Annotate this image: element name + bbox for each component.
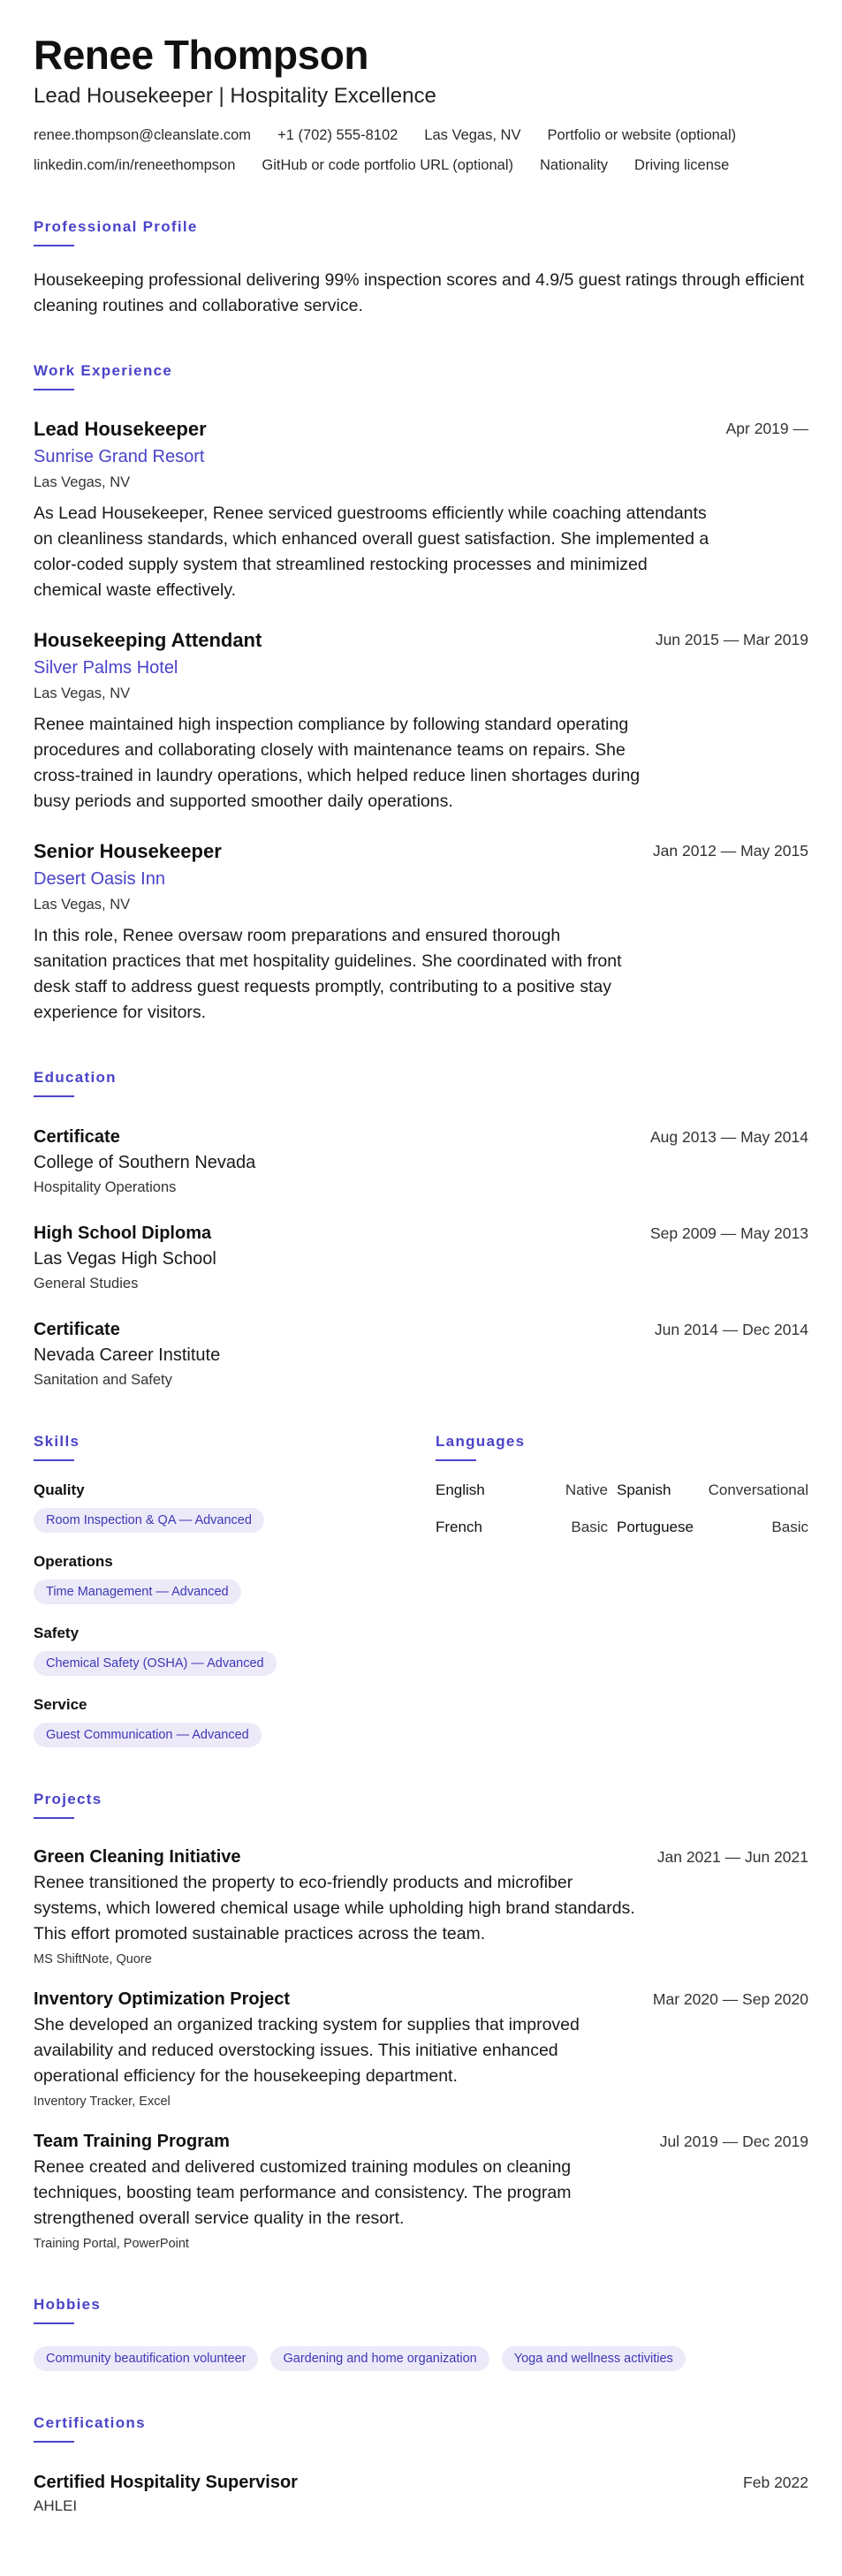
job-title: Senior Housekeeper [34,840,222,862]
education-school: Las Vegas High School [34,1249,216,1269]
project-description: She developed an organized tracking system for supplies that improved availability and reduced overstocking issues. This initiative enhanced operational efficiency for the housekeeping department. [34,2015,580,2086]
language-name: French [436,1519,482,1535]
contact-row-2 [34,155,808,175]
job-entry [34,628,808,814]
hobby-tag: Gardening and home organization [270,2346,489,2371]
education-field: General Studies [34,1276,139,1292]
education-dates: Jun 2014 — Dec 2014 [654,1321,808,1338]
hobby-tag: Yoga and wellness activities [502,2346,686,2371]
contact-driving-license: Driving license [634,157,730,173]
section-divider [34,2441,74,2443]
section-divider [34,1459,74,1461]
project-dates: Mar 2020 — Sep 2020 [652,1990,808,2008]
education-dates: Sep 2009 — May 2013 [649,1224,808,1242]
education-field: Hospitality Operations [34,1179,177,1195]
certification-name: Certified Hospitality Supervisor [34,2473,298,2492]
skill-category: Safety [34,1625,80,1641]
skill-category: Operations [34,1553,113,1570]
contact-email[interactable]: renee.thompson@cleanslate.com [34,127,252,143]
contact-row-1 [34,125,808,145]
skill-group [34,1481,436,1533]
project-description: Renee created and delivered customized training modules on cleaning techniques, boosting team performance and consistency. The program strengthened overall service quality in the resort. [34,2157,572,2228]
section-divider [34,2322,74,2324]
job-dates: Apr 2019 — [725,420,808,437]
section-title-education: Education [34,1069,117,1086]
skills-section [34,1432,436,1747]
skills-languages-row [34,1432,808,1747]
language-level: Basic [771,1519,808,1535]
education-dates: Aug 2013 — May 2014 [649,1128,808,1146]
job-description: As Lead Housekeeper, Renee serviced guestrooms efficiently while coaching attendants on cleanliness standards, which enhanced overall guest satisfaction. She implemented a color-coded supply system that streamlined restocking processes and minimized chemical waste effectively. [34,504,709,600]
hobby-list [34,2346,808,2371]
project-title: Green Cleaning Initiative [34,1847,241,1867]
project-dates: Jan 2021 — Jun 2021 [656,1848,808,1866]
project-title: Inventory Optimization Project [34,1989,291,2009]
job-description: In this role, Renee oversaw room preparations and ensured thorough sanitation practices that met hospitality guidelines. She coordinated with front desk staff to address guest requests promptly, contributing to a positive stay experience for visitors. [34,926,622,1022]
project-entry [34,1988,808,2110]
job-entry [34,417,808,603]
skill-group [34,1695,436,1747]
education-entry [34,1318,808,1390]
project-tools: Training Portal, PowerPoint [34,2237,189,2251]
section-divider [34,245,74,246]
skill-tag: Room Inspection & QA — Advanced [34,1508,264,1533]
skill-group [34,1624,436,1676]
projects-section [34,1790,808,2253]
education-degree: Certificate [34,1127,120,1147]
job-location: Las Vegas, NV [34,686,131,701]
language-name: Spanish [617,1481,671,1498]
language-item [436,1481,617,1500]
certification-issuer: AHLEI [34,2497,78,2514]
job-title: Lead Housekeeper [34,418,207,440]
contact-github[interactable]: GitHub or code portfolio URL (optional) [262,157,513,173]
project-entry [34,2130,808,2253]
project-title: Team Training Program [34,2132,230,2151]
job-company: Desert Oasis Inn [34,869,165,889]
section-title-profile: Professional Profile [34,218,198,235]
education-degree: Certificate [34,1320,120,1339]
education-section [34,1068,808,1390]
experience-section [34,361,808,1026]
candidate-headline: Lead Housekeeper | Hospitality Excellence [34,84,436,108]
resume-header [34,32,808,175]
hobbies-section [34,2295,808,2371]
education-degree: High School Diploma [34,1224,212,1243]
section-title-experience: Work Experience [34,362,173,379]
project-dates: Jul 2019 — Dec 2019 [659,2133,808,2150]
section-title-languages: Languages [436,1433,526,1450]
language-name: Portuguese [617,1519,694,1535]
skill-group [34,1552,436,1604]
job-dates: Jun 2015 — Mar 2019 [655,631,808,648]
contact-portfolio[interactable]: Portfolio or website (optional) [547,127,737,143]
section-title-skills: Skills [34,1433,80,1450]
language-item [617,1518,808,1537]
education-school: Nevada Career Institute [34,1345,221,1365]
language-list [436,1481,808,1537]
skill-tag: Guest Communication — Advanced [34,1723,262,1747]
job-location: Las Vegas, NV [34,897,131,913]
language-name: English [436,1481,485,1498]
education-entry [34,1222,808,1293]
language-level: Conversational [708,1481,808,1498]
hobby-tag: Community beautification volunteer [34,2346,258,2371]
section-divider [34,1095,74,1097]
certifications-section [34,2413,808,2516]
language-level: Native [565,1481,608,1498]
skill-tag: Time Management — Advanced [34,1580,241,1604]
job-company: Silver Palms Hotel [34,658,178,678]
section-title-certifications: Certifications [34,2414,146,2431]
project-description: Renee transitioned the property to eco-friendly products and microfiber systems, which lowered chemical usage while upholding high brand standards. This effort promoted sustainable practices across the team. [34,1873,635,1943]
profile-summary: Housekeeping professional delivering 99% inspection scores and 4.9/5 guest ratings through efficient cleaning routines and collaborative service. [34,270,805,315]
contact-phone[interactable]: +1 (702) 555-8102 [277,127,398,143]
skill-category: Quality [34,1481,85,1498]
contact-linkedin[interactable]: linkedin.com/in/reneethompson [34,157,236,173]
language-item [436,1518,617,1537]
job-description: Renee maintained high inspection compliance by following standard operating procedures and collaborating closely with maintenance teams on repairs. She cross-trained in laundry operations, which helped reduce linen shortages during busy periods and supported smoother daily operations. [34,715,641,811]
certification-date: Feb 2022 [743,2474,808,2491]
education-field: Sanitation and Safety [34,1372,172,1388]
section-divider [34,389,74,390]
education-entry [34,1125,808,1197]
skill-category: Service [34,1696,87,1713]
profile-section [34,217,808,319]
job-company: Sunrise Grand Resort [34,447,205,466]
job-entry [34,839,808,1026]
language-item [617,1481,808,1500]
section-title-projects: Projects [34,1791,102,1807]
section-divider [436,1459,476,1461]
education-school: College of Southern Nevada [34,1153,256,1172]
contact-location: Las Vegas, NV [424,127,521,143]
language-level: Basic [571,1519,608,1535]
job-dates: Jan 2012 — May 2015 [652,842,808,860]
languages-section [436,1432,808,1747]
section-title-hobbies: Hobbies [34,2296,102,2313]
job-location: Las Vegas, NV [34,474,131,490]
candidate-name: Renee Thompson [34,32,368,78]
project-tools: MS ShiftNote, Quore [34,1952,152,1966]
project-entry [34,1845,808,1968]
job-title: Housekeeping Attendant [34,629,262,651]
skill-tag: Chemical Safety (OSHA) — Advanced [34,1651,277,1676]
project-tools: Inventory Tracker, Excel [34,2095,171,2109]
section-divider [34,1817,74,1819]
certification-entry [34,2471,808,2516]
contact-nationality: Nationality [540,157,609,173]
